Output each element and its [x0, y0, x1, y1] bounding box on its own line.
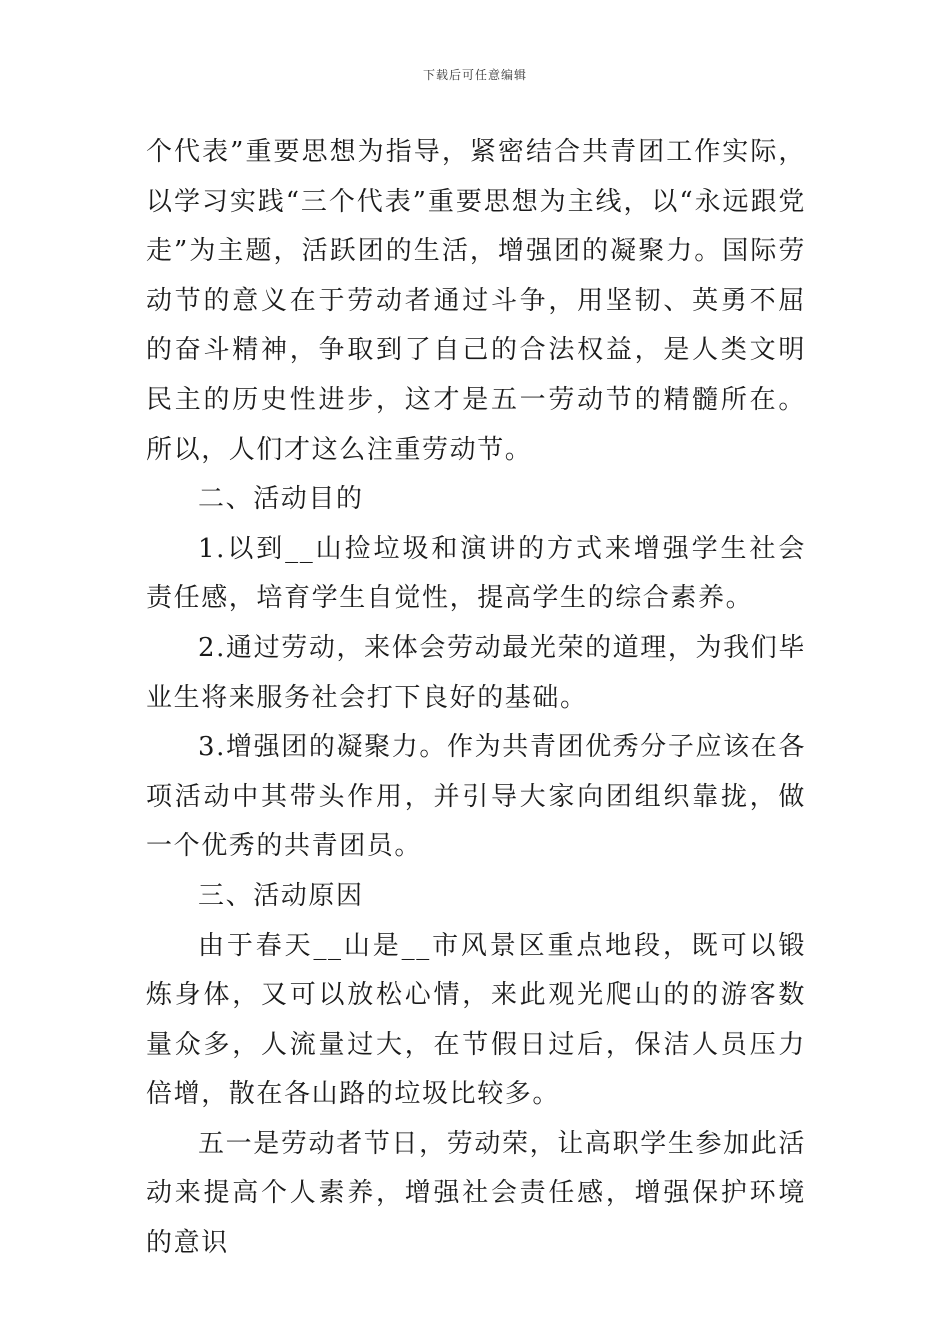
document-body: [146, 128, 806, 1269]
page-header: 下载后可任意编辑: [422, 68, 527, 82]
paragraph-continuation: 个代表”重要思想为指导，紧密结合共青团工作实际，以学习实践“三个代表”重要思想为主线，以“永远跟党走”为主题，活跃团的生活，增强团的凝聚力。国际劳动节的意义在于劳动者通过斗争，用坚韧、英勇不屈的奋斗精神，争取到了自己的合法权益，是人类文明民主的历史性进步，这才是五一劳动节的精髓所在。所以，人们才这么注重劳动节。: [146, 137, 806, 465]
list-item-purpose-2: 2.通过劳动，来体会劳动最光荣的道理，为我们毕业生将来服务社会打下良好的基础。: [146, 632, 806, 713]
paragraph-reason-2: 五一是劳动者节日，劳动荣，让高职学生参加此活动来提高个人素养，增强社会责任感，增强保护环境的意识: [146, 1128, 806, 1259]
paragraph-reason-1: 由于春天__山是__市风景区重点地段，既可以锻炼身体，又可以放松心情，来此观光爬山的的游客数量众多，人流量过大，在节假日过后，保洁人员压力倍增，散在各山路的垃圾比较多。: [146, 930, 806, 1110]
section-heading-activity-reason: 三、活动原因: [198, 880, 364, 911]
list-item-purpose-3: 3.增强团的凝聚力。作为共青团优秀分子应该在各项活动中其带头作用，并引导大家向团组织靠拢，做一个优秀的共青团员。: [146, 732, 806, 862]
section-heading-activity-purpose: 二、活动目的: [198, 484, 364, 515]
list-item-purpose-1: 1.以到__山捡垃圾和演讲的方式来增强学生社会责任感，培育学生自觉性，提高学生的综合素养。: [146, 533, 806, 614]
